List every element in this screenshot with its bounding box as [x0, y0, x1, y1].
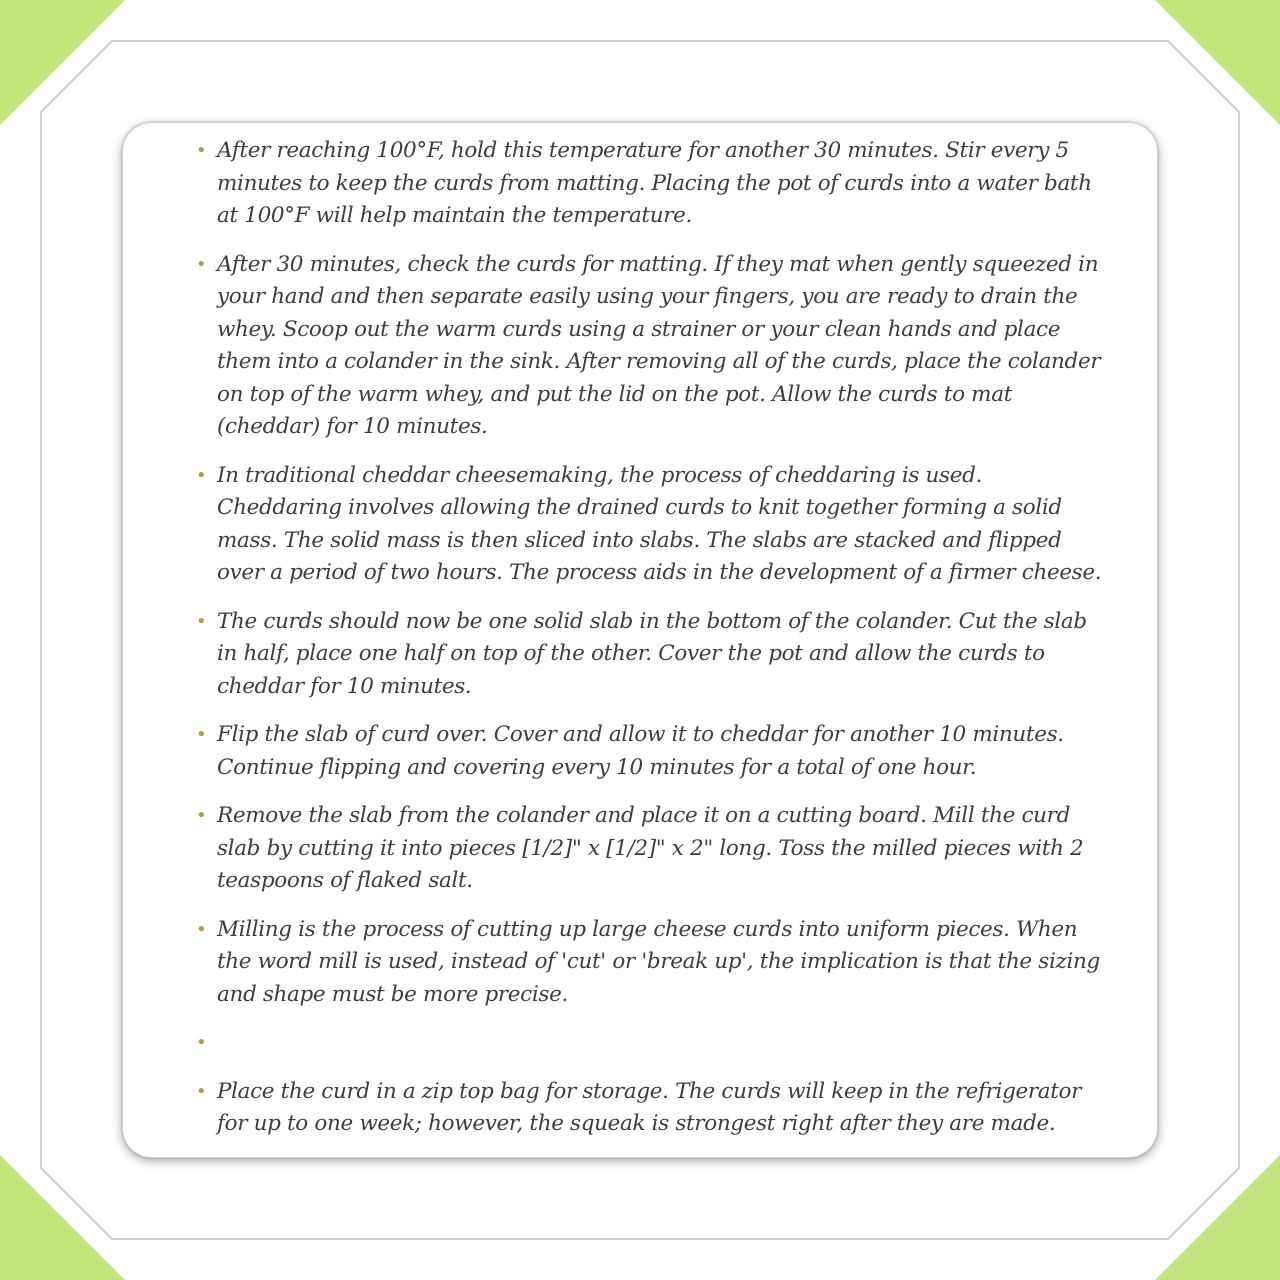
bullet-icon: •	[196, 253, 207, 275]
bullet-icon: •	[196, 1032, 207, 1053]
bullet-icon: •	[196, 464, 207, 486]
bullet-icon: •	[196, 1080, 207, 1102]
bullet-icon: •	[196, 610, 207, 632]
list-item	[195, 606, 1105, 704]
step-text: After 30 minutes, check the curds for matting. If they mat when gently squeezed in your hand and then separate easily using your fingers, you are ready to drain the whey. Scoop out the warm curds using a strainer or your clean hands and place them into a colander in the sink. After removing all of the curds, place the colander on top of the warm whey, and put the lid on the pot. Allow the curds to mat (cheddar) for 10 minutes.	[217, 251, 1101, 439]
step-text: Remove the slab from the colander and place it on a cutting board. Mill the curd slab by cutting it into pieces [1/2]" x [1/2]" x 2" long. Toss the milled pieces with 2 teaspoons of flaked salt.	[217, 803, 1084, 893]
step-text: After reaching 100°F, hold this temperature for another 30 minutes. Stir every 5 minutes to keep the curds from matting. Placing the pot of curds into a water bath at 100°F will help maintain the temperature.	[217, 138, 1092, 228]
list-item	[195, 135, 1105, 233]
bullet-icon: •	[196, 724, 207, 745]
bullet-icon: •	[196, 918, 207, 940]
instruction-list	[195, 135, 1105, 1157]
step-text: Flip the slab of curd over. Cover and allow it to cheddar for another 10 minutes. Continue flipping and covering every 10 minutes for a total of one hour.	[217, 722, 1064, 780]
bullet-icon: •	[196, 140, 207, 161]
instructions-card	[122, 122, 1158, 1158]
list-item	[195, 914, 1105, 1012]
step-text: The curds should now be one solid slab in the bottom of the colander. Cut the slab in half, place one half on top of the other. Cover the pot and allow the curds to cheddar for 10 minutes.	[217, 608, 1087, 699]
list-item	[195, 1076, 1105, 1141]
bullet-icon: •	[196, 805, 207, 826]
list-item	[195, 800, 1105, 898]
list-item-empty	[195, 1027, 1105, 1060]
step-text: In traditional cheddar cheesemaking, the process of cheddaring is used. Cheddaring involves allowing the drained curds to knit together forming a solid mass. The solid mass is then sliced into slabs. The slabs are stacked and flipped over a period of two hours. The process aids in the development of a firmer cheese.	[217, 462, 1102, 585]
list-item	[195, 249, 1105, 444]
list-item	[195, 719, 1105, 784]
step-text: Place the curd in a zip top bag for storage. The curds will keep in the refrigerator for up to one week; however, the squeak is strongest right after they are made.	[217, 1078, 1082, 1136]
step-text: Milling is the process of cutting up large cheese curds into uniform pieces. When the word mill is used, instead of 'cut' or 'break up', the implication is that the sizing and shape must be more precise.	[217, 916, 1100, 1007]
list-item	[195, 460, 1105, 590]
